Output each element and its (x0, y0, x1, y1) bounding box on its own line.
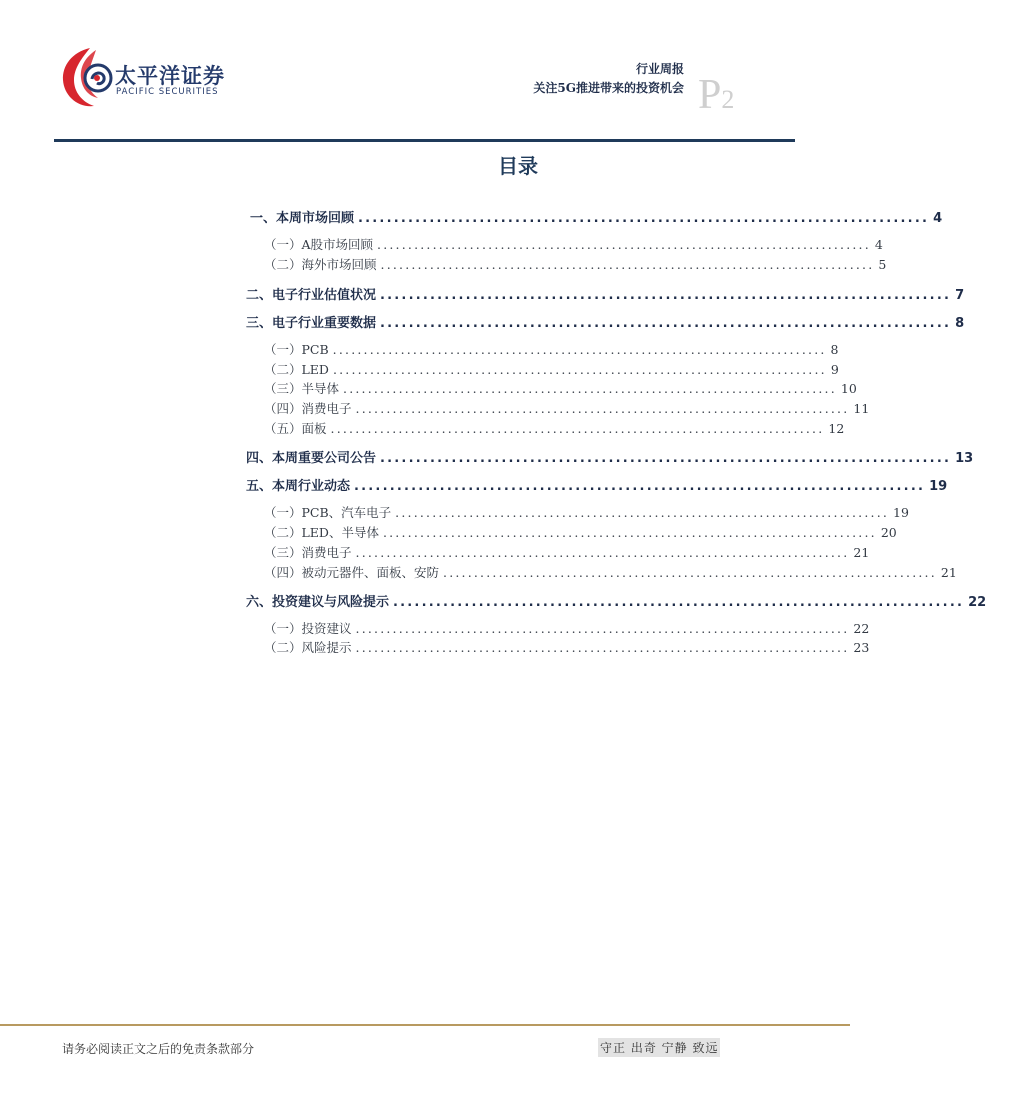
toc-entry-label: （二）LED (264, 362, 329, 377)
document-subtitle: 关注5G推进带来的投资机会 (533, 81, 684, 95)
toc-leader-dots: ................................................................................ (395, 505, 890, 520)
toc-entry[interactable] (250, 207, 943, 226)
toc-entry-page: 10 (840, 381, 857, 396)
toc-leader-dots: ................................................................................ (355, 401, 850, 416)
toc-entry-label: 五、本周行业动态 (246, 479, 351, 494)
toc-leader-dots: ................................................................................ (393, 595, 965, 610)
toc-entry-page: 8 (955, 316, 965, 331)
footer-divider (0, 1024, 850, 1026)
toc-entry[interactable] (264, 340, 839, 358)
toc-leader-dots: ................................................................................ (380, 288, 952, 303)
logo-emblem-icon (60, 44, 116, 110)
toc-leader-dots: ................................................................................ (382, 525, 877, 540)
toc-leader-dots: ................................................................................ (380, 257, 875, 272)
toc-entry-page: 21 (853, 545, 870, 560)
document-type: 行业周报 (635, 62, 684, 76)
toc-entry-label: （三）消费电子 (264, 545, 352, 560)
footer-motto: 守正 出奇 宁静 致远 (598, 1038, 720, 1057)
toc-entry-label: （一）A股市场回顾 (264, 237, 374, 252)
page-number: 2 (721, 85, 735, 114)
toc-leader-dots: ................................................................................ (377, 237, 871, 252)
brand-name-cn: 太平洋证券 (115, 64, 225, 88)
page-number-badge (698, 74, 734, 116)
toc-entry-label: 二、电子行业估值状况 (246, 288, 377, 303)
toc-entry[interactable] (264, 255, 887, 273)
toc-entry-page: 12 (828, 421, 845, 436)
toc-entry-page: 4 (874, 237, 883, 252)
toc-leader-dots: ................................................................................ (330, 421, 825, 436)
toc-entry[interactable] (246, 312, 965, 331)
toc-entry[interactable] (246, 284, 965, 303)
toc-entry[interactable] (264, 619, 870, 637)
toc-entry-page: 19 (893, 505, 909, 520)
toc-entry[interactable] (264, 419, 845, 437)
toc-entry-page: 21 (940, 565, 957, 580)
toc-entry[interactable] (264, 360, 839, 378)
toc-leader-dots: ................................................................................ (355, 545, 850, 560)
toc-entry-page: 23 (853, 640, 870, 655)
toc-entry-page: 22 (968, 595, 987, 610)
toc-entry-page: 20 (880, 525, 897, 540)
toc-entry-label: （四）被动元器件、面板、安防 (264, 565, 440, 580)
toc-entry[interactable] (264, 399, 870, 417)
header-divider (54, 139, 795, 142)
toc-entry[interactable] (264, 379, 857, 397)
brand-name-en: PACIFIC SECURITIES (116, 87, 219, 97)
toc-entry[interactable] (246, 475, 948, 494)
pacific-securities-logo (60, 44, 230, 114)
toc-entry-label: 六、投资建议与风险提示 (246, 595, 390, 610)
toc-leader-dots: ................................................................................ (380, 451, 952, 466)
toc-entry-label: （五）面板 (264, 421, 327, 436)
footer-disclaimer: 请务必阅读正文之后的免责条款部分 (62, 1042, 255, 1056)
toc-entry-label: 四、本周重要公司公告 (246, 451, 377, 466)
toc-leader-dots: ................................................................................ (355, 621, 850, 636)
toc-entry[interactable] (264, 638, 870, 656)
toc-entry-label: （三）半导体 (264, 381, 340, 396)
toc-leader-dots: ................................................................................ (355, 640, 850, 655)
toc-entry-page: 4 (933, 211, 943, 226)
toc-entry-label: （一）PCB、汽车电子 (264, 505, 392, 520)
toc-entry-label: （四）消费电子 (264, 401, 352, 416)
toc-entry[interactable] (246, 591, 987, 610)
toc-leader-dots: ................................................................................ (380, 316, 952, 331)
toc-entry-page: 11 (853, 401, 870, 416)
toc-entry[interactable] (246, 447, 974, 466)
toc-leader-dots: ................................................................................ (354, 479, 926, 494)
page-letter: P (698, 72, 722, 118)
toc-entry-label: （二）风险提示 (264, 640, 352, 655)
toc-entry-label: （一）投资建议 (264, 621, 352, 636)
toc-entry-page: 22 (853, 621, 870, 636)
toc-entry[interactable] (264, 503, 909, 521)
toc-entry[interactable] (264, 543, 870, 561)
toc-leader-dots: ................................................................................ (332, 362, 827, 377)
toc-entry-page: 8 (830, 342, 839, 357)
toc-entry-page: 5 (878, 257, 887, 272)
toc-entry-label: 三、电子行业重要数据 (246, 316, 377, 331)
toc-entry-label: （二）海外市场回顾 (264, 257, 377, 272)
toc-leader-dots: ................................................................................ (332, 342, 827, 357)
toc-entry-page: 9 (830, 362, 839, 377)
toc-entry-label: 一、本周市场回顾 (250, 211, 355, 226)
toc-entry-label: （二）LED、半导体 (264, 525, 379, 540)
toc-title: 目录 (498, 154, 538, 178)
toc-entry-page: 7 (955, 288, 965, 303)
toc-entry-page: 13 (955, 451, 974, 466)
toc-entry[interactable] (264, 523, 897, 541)
toc-entry-page: 19 (929, 479, 948, 494)
toc-leader-dots: ................................................................................ (358, 211, 930, 226)
toc-leader-dots: ................................................................................ (443, 565, 937, 580)
toc-entry[interactable] (264, 563, 957, 581)
toc-entry-label: （一）PCB (264, 342, 329, 357)
toc-entry[interactable] (264, 235, 883, 253)
toc-leader-dots: ................................................................................ (343, 381, 837, 396)
